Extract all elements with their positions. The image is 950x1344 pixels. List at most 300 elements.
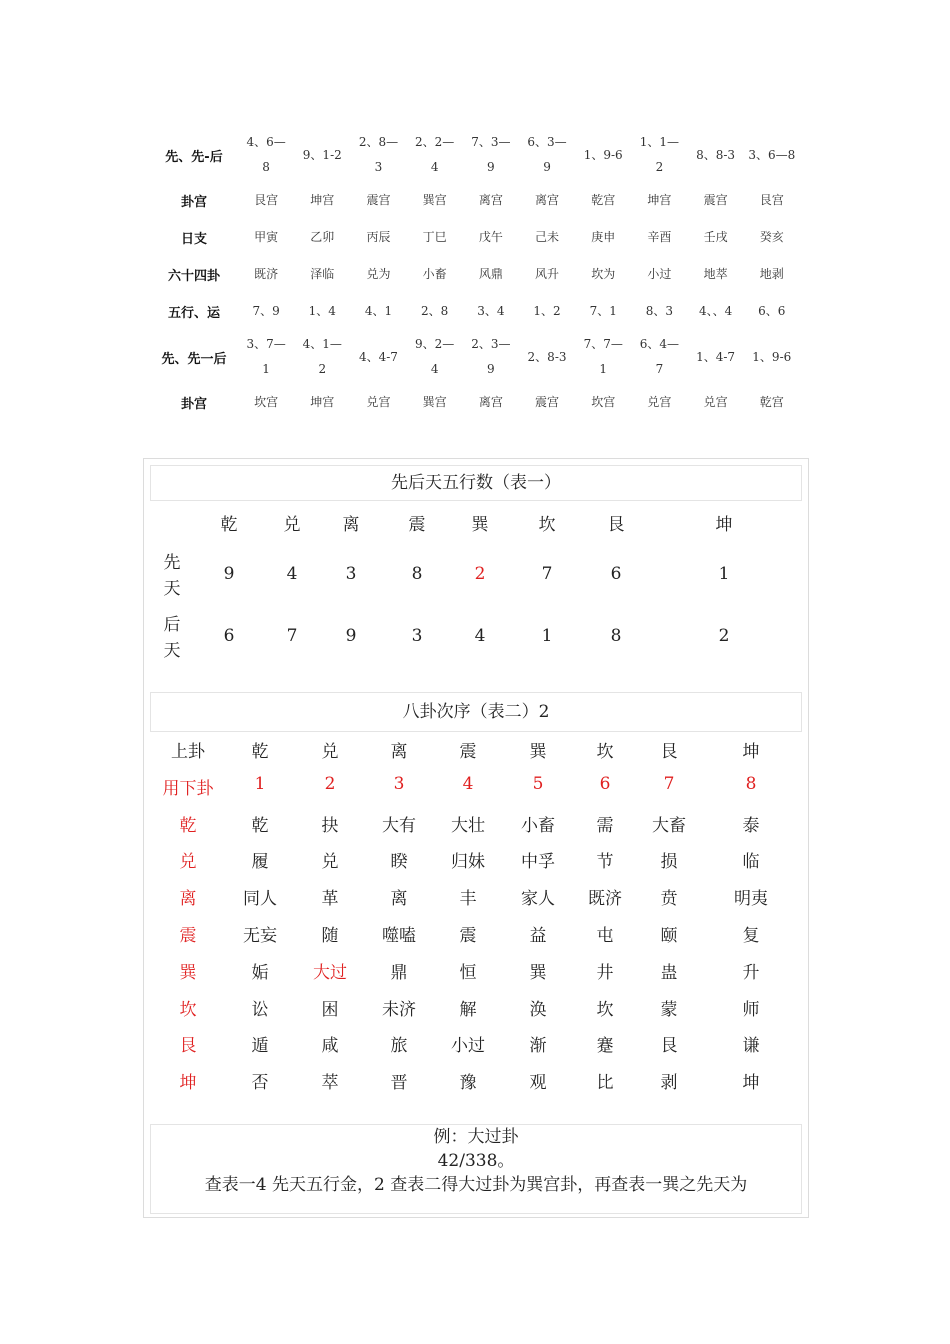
table2-header-row xyxy=(150,731,800,768)
top-table-cell xyxy=(407,262,463,287)
top-row-label: 先、先-后 xyxy=(165,149,223,165)
table2-row-label: 用下卦 xyxy=(162,778,214,799)
table2-cell: 艮 xyxy=(660,742,678,762)
top-table-cell xyxy=(294,299,350,324)
table1-header-row xyxy=(150,504,800,542)
table2-cell: 涣 xyxy=(529,999,547,1020)
cell-line: 坎为 xyxy=(591,267,616,281)
top-table-cell xyxy=(575,143,631,168)
top-table-cell xyxy=(463,225,519,250)
top-table-cell xyxy=(238,130,294,180)
cell-line: 乾宫 xyxy=(591,193,616,207)
table2-cell: 噬嗑 xyxy=(382,926,416,946)
cell-line: 震宫 xyxy=(703,193,728,207)
table1-value-cell: 4 xyxy=(286,564,298,584)
table2-cell: 无妄 xyxy=(243,926,277,946)
table2-cell: 离 xyxy=(390,742,408,762)
top-table-cell xyxy=(631,188,687,213)
table2-cell: 坤 xyxy=(742,742,760,762)
cell-line: 3、6—8 xyxy=(748,147,796,162)
top-table-cell xyxy=(407,225,463,250)
cell-line: 4 xyxy=(430,362,439,376)
top-table-cell xyxy=(688,262,744,287)
top-table-cell xyxy=(350,225,406,250)
top-table-cell xyxy=(575,299,631,324)
table1-header-cell: 震 xyxy=(408,515,426,535)
top-table-row xyxy=(150,128,800,182)
cell-line: 1、2 xyxy=(533,304,561,318)
table2-cell: 兑 xyxy=(321,742,339,762)
table2-cell: 大畜 xyxy=(652,815,686,836)
cell-line: 1 xyxy=(599,362,608,376)
table2-row-label: 艮 xyxy=(179,1036,197,1057)
cell-line: 兑宫 xyxy=(703,395,728,409)
top-table-cell xyxy=(238,262,294,287)
table2-cell: 蛊 xyxy=(660,962,678,983)
top-table-cell xyxy=(575,390,631,415)
top-table-cell xyxy=(350,345,406,370)
cell-line: 2 xyxy=(318,362,327,376)
top-table-cell xyxy=(519,299,575,324)
table1-header-cell: 艮 xyxy=(607,515,625,535)
top-table-cell xyxy=(238,299,294,324)
cell-line: 8、3 xyxy=(645,304,674,318)
table1-row-label xyxy=(158,612,186,664)
cell-line: 震宫 xyxy=(366,193,391,207)
cell-line: 风鼎 xyxy=(478,267,503,281)
table2-cell: 升 xyxy=(742,962,760,983)
top-row-label: 六十四卦 xyxy=(167,269,220,284)
table2-cell: 损 xyxy=(660,852,678,873)
cell-line: 坤宫 xyxy=(647,193,672,207)
table2-cell: 7 xyxy=(663,773,675,794)
table2-cell: 离 xyxy=(390,889,408,910)
top-table-cell xyxy=(294,390,350,415)
table2-cell: 坤 xyxy=(742,1073,760,1094)
table1 xyxy=(150,504,800,672)
cell-line: 风升 xyxy=(535,267,560,281)
cell-line: 艮宫 xyxy=(759,193,784,207)
table2-cell: 讼 xyxy=(251,999,269,1020)
top-table-cell xyxy=(407,299,463,324)
table2-cell: 谦 xyxy=(742,1036,760,1057)
table2-cell: 小畜 xyxy=(521,815,555,836)
cell-line: 1、4 xyxy=(308,304,336,318)
table1-value-cell: 2 xyxy=(474,564,486,584)
table1-header-cell: 离 xyxy=(342,515,360,535)
cell-line: 7、3— xyxy=(471,135,511,149)
cell-line: 9 xyxy=(543,160,551,174)
table2-cell: 乾 xyxy=(251,742,269,762)
table2-cell: 中孚 xyxy=(521,852,555,873)
table2-cell: 鼎 xyxy=(390,962,408,983)
row-label-char: 先 xyxy=(163,553,181,573)
top-table-cell xyxy=(407,332,463,382)
cell-line: 丁巳 xyxy=(422,230,447,244)
cell-line: 兑为 xyxy=(366,267,391,281)
cell-line: 6、4— xyxy=(639,337,680,351)
top-table-cell xyxy=(519,130,575,180)
cell-line: 小过 xyxy=(647,267,672,281)
cell-line: 壬戌 xyxy=(703,230,728,244)
top-table-cell xyxy=(294,262,350,287)
cell-line: 坎宫 xyxy=(591,395,616,409)
cell-line: 坤宫 xyxy=(310,395,335,409)
table1-value-cell: 9 xyxy=(345,626,357,646)
table2-cell: 颐 xyxy=(660,926,678,946)
table2-cell: 6 xyxy=(599,773,611,794)
top-table-cell xyxy=(744,345,800,370)
top-table-cell xyxy=(575,262,631,287)
table2-cell: 坎 xyxy=(596,999,614,1020)
table2-cell: 姤 xyxy=(251,962,269,983)
table2-cell: 剥 xyxy=(660,1073,678,1094)
top-table-cell xyxy=(350,299,406,324)
table2-cell: 既济 xyxy=(588,889,622,910)
cell-line: 泽临 xyxy=(310,267,335,281)
example-line3: 查表一4 先天五行金，2 查表二得大过卦为巽宫卦，再查表一巽之先天为 xyxy=(204,1175,748,1195)
table2-cell: 临 xyxy=(742,852,760,873)
cell-line: 1、1— xyxy=(639,135,680,149)
cell-line: 震宫 xyxy=(535,395,560,409)
table1-value-cell: 1 xyxy=(718,564,730,584)
top-table-cell xyxy=(519,188,575,213)
table2-title-box xyxy=(150,692,802,732)
cell-line: 小畜 xyxy=(422,267,447,281)
table2-cell: 睽 xyxy=(390,852,408,873)
cell-line: 4、4-7 xyxy=(358,349,398,364)
table2-cell: 履 xyxy=(251,852,269,873)
table1-title-box xyxy=(150,465,802,501)
table2-cell: 8 xyxy=(745,773,757,794)
top-table-cell xyxy=(688,390,744,415)
table2-cell: 4 xyxy=(462,773,474,794)
table1-value-cell: 8 xyxy=(610,626,622,646)
table1-row-label xyxy=(158,550,186,602)
table2-row xyxy=(150,1062,800,1099)
table2-cell: 大过 xyxy=(313,962,347,983)
top-table-cell xyxy=(688,143,744,168)
top-table-cell xyxy=(463,299,519,324)
table2-cell: 乾 xyxy=(251,815,269,836)
table2-cell: 兑 xyxy=(321,852,339,873)
top-table-cell xyxy=(688,225,744,250)
table2-cell: 萃 xyxy=(321,1073,339,1094)
cell-line: 地萃 xyxy=(703,267,728,281)
table2-cell: 震 xyxy=(459,926,477,946)
cell-line: 4、1 xyxy=(364,304,393,318)
cell-line: 4 xyxy=(430,160,439,174)
table1-value-cell: 7 xyxy=(541,564,553,584)
top-table-cell xyxy=(519,225,575,250)
table1-value-cell: 2 xyxy=(718,626,730,646)
top-table-cell xyxy=(744,262,800,287)
table1-value-cell: 1 xyxy=(541,626,553,646)
cell-line: 7、7— xyxy=(583,337,623,351)
cell-line: 2、2— xyxy=(415,135,455,149)
cell-line: 2 xyxy=(655,160,664,174)
cell-line: 2、3— xyxy=(471,337,511,351)
table1-value-cell: 3 xyxy=(345,564,357,584)
table2-cell: 2 xyxy=(324,773,336,794)
table2-row xyxy=(150,915,800,952)
cell-line: 庚申 xyxy=(591,230,616,244)
top-table-cell xyxy=(238,225,294,250)
top-table-cell xyxy=(463,188,519,213)
table1-header-cell: 兑 xyxy=(283,515,301,535)
table2-row-label: 巽 xyxy=(179,962,197,983)
table2-cell: 大壮 xyxy=(451,815,485,836)
top-table-cell xyxy=(238,188,294,213)
table2-cell: 巽 xyxy=(529,742,547,762)
top-table-cell xyxy=(519,262,575,287)
cell-line: 2、8— xyxy=(358,135,399,149)
table2-cell: 需 xyxy=(596,815,614,836)
table2-row-label: 离 xyxy=(179,889,197,910)
example-title: 例：大过卦 xyxy=(433,1127,519,1147)
row-label-char: 天 xyxy=(163,579,181,599)
row-label-char: 后 xyxy=(163,615,181,635)
table2-cell: 小过 xyxy=(451,1036,485,1057)
top-table-row xyxy=(150,293,800,330)
table2-row xyxy=(150,841,800,878)
cell-line: 癸亥 xyxy=(759,230,784,244)
top-table-cell xyxy=(631,225,687,250)
table2-cell: 1 xyxy=(254,773,266,794)
table2-cell: 否 xyxy=(251,1073,269,1094)
top-table-cell xyxy=(575,332,631,382)
top-table-cell xyxy=(294,332,350,382)
table2-cell: 归妹 xyxy=(451,852,485,873)
table2-cell: 大有 xyxy=(382,815,416,836)
top-table-cell xyxy=(463,390,519,415)
top-table-row xyxy=(150,219,800,256)
top-table-cell xyxy=(744,143,800,168)
table2-cell: 抉 xyxy=(321,815,339,836)
top-table-cell xyxy=(744,390,800,415)
table2-cell: 3 xyxy=(393,773,405,794)
example-box xyxy=(150,1124,802,1214)
table2-cell: 困 xyxy=(321,999,339,1020)
top-table-cell xyxy=(519,345,575,370)
cell-line: 戊午 xyxy=(478,230,503,244)
table2-cell: 屯 xyxy=(596,926,614,946)
cell-line: 既济 xyxy=(254,267,279,281)
table2-cell: 渐 xyxy=(529,1036,547,1057)
top-table-cell xyxy=(350,188,406,213)
table1-value-cell: 3 xyxy=(411,626,423,646)
top-table-cell xyxy=(631,299,687,324)
top-row-label: 卦宫 xyxy=(180,397,207,412)
top-table-cell xyxy=(463,262,519,287)
table1-header-cell: 坎 xyxy=(538,515,556,535)
table2-cell: 节 xyxy=(596,852,614,873)
top-table-cell xyxy=(519,390,575,415)
cell-line: 9 xyxy=(487,160,495,174)
cell-line: 3、4 xyxy=(477,304,505,318)
top-table-cell xyxy=(744,225,800,250)
table1-value-cell: 9 xyxy=(223,564,235,584)
table2-title: 八卦次序（表二）2 xyxy=(402,702,550,722)
cell-line: 2、8 xyxy=(421,304,449,318)
table2-row-label: 兑 xyxy=(179,852,197,873)
cell-line: 3、7— xyxy=(246,337,286,351)
table2-cell: 观 xyxy=(529,1073,547,1094)
top-table-cell xyxy=(575,225,631,250)
table2-cell: 复 xyxy=(742,926,760,946)
table2-cell: 5 xyxy=(532,773,544,794)
top-table-cell xyxy=(744,299,800,324)
cell-line: 丙辰 xyxy=(366,230,391,244)
table2-row-label: 乾 xyxy=(179,815,197,836)
row-label-char: 天 xyxy=(163,641,181,661)
cell-line: 巽宫 xyxy=(422,395,447,409)
cell-line: 4、6— xyxy=(246,135,286,149)
example-line2: 42/338。 xyxy=(437,1151,515,1171)
top-row-label: 先、先一后 xyxy=(161,351,227,367)
table2-cell: 贲 xyxy=(660,889,678,910)
table2-cell: 同人 xyxy=(243,889,277,910)
top-row-label: 五行、运 xyxy=(167,306,220,321)
table2-row-label: 坎 xyxy=(179,999,197,1020)
top-table-cell xyxy=(294,143,350,168)
table2-cell: 丰 xyxy=(459,889,477,910)
cell-line: 兑宫 xyxy=(366,395,391,409)
cell-line: 1、9-6 xyxy=(583,147,623,162)
table2-cell: 晋 xyxy=(390,1073,408,1094)
top-table-row xyxy=(150,330,800,384)
top-table-cell xyxy=(407,188,463,213)
top-table-cell xyxy=(688,188,744,213)
top-table-cell xyxy=(294,225,350,250)
cell-line: 1、9-6 xyxy=(752,349,792,364)
cell-line: 1 xyxy=(262,362,270,376)
table1-value-cell: 4 xyxy=(474,626,486,646)
cell-line: 离宫 xyxy=(478,193,503,207)
cell-line: 4、、4 xyxy=(698,304,733,318)
cell-line: 9、2— xyxy=(415,337,455,351)
top-table xyxy=(150,128,800,421)
cell-line: 2、8-3 xyxy=(527,349,567,364)
top-row-label: 卦宫 xyxy=(180,195,207,210)
table2-cell: 益 xyxy=(529,926,547,946)
cell-line: 8 xyxy=(262,160,270,174)
table2-number-row xyxy=(150,768,800,805)
table2-cell: 震 xyxy=(459,742,477,762)
cell-line: 9 xyxy=(487,362,495,376)
table2-cell: 未济 xyxy=(382,999,416,1020)
cell-line: 9、1-2 xyxy=(302,147,342,162)
table2-cell: 遁 xyxy=(251,1036,269,1057)
top-table-cell xyxy=(238,390,294,415)
top-table-cell xyxy=(631,332,687,382)
top-table-cell xyxy=(463,130,519,180)
table2-cell: 恒 xyxy=(459,962,477,983)
table1-title: 先后天五行数（表一） xyxy=(391,473,561,493)
top-table-cell xyxy=(350,262,406,287)
cell-line: 地剥 xyxy=(759,267,784,281)
table2-row xyxy=(150,952,800,989)
top-table-cell xyxy=(688,299,744,324)
top-table-cell xyxy=(350,390,406,415)
cell-line: 乙卯 xyxy=(310,230,335,244)
table2-row xyxy=(150,989,800,1026)
top-table-cell xyxy=(238,332,294,382)
table2-row-label: 坤 xyxy=(179,1073,197,1094)
top-table-cell xyxy=(575,188,631,213)
top-table-cell xyxy=(407,130,463,180)
cell-line: 7、1 xyxy=(589,304,617,318)
table2-row xyxy=(150,805,800,842)
cell-line: 4、1— xyxy=(302,337,342,351)
top-table-cell xyxy=(631,262,687,287)
table2-cell: 明夷 xyxy=(734,889,768,910)
top-table-cell xyxy=(407,390,463,415)
top-table-row xyxy=(150,256,800,293)
table2-cell: 坎 xyxy=(596,742,614,762)
table2-cell: 旅 xyxy=(390,1036,408,1057)
cell-line: 己未 xyxy=(535,230,560,244)
cell-line: 6、3— xyxy=(527,135,567,149)
top-table-row xyxy=(150,384,800,421)
table1-value-cell: 7 xyxy=(286,626,298,646)
cell-line: 1、4-7 xyxy=(696,349,736,364)
table2-cell: 比 xyxy=(596,1073,614,1094)
table2-cell: 蹇 xyxy=(596,1036,614,1057)
cell-line: 坎宫 xyxy=(254,395,279,409)
table2-cell: 师 xyxy=(742,999,760,1020)
table1-header-cell: 巽 xyxy=(471,515,489,535)
top-table-row xyxy=(150,182,800,219)
table1-header-cell: 坤 xyxy=(715,515,733,535)
top-table-cell xyxy=(631,130,687,180)
top-table-cell xyxy=(463,332,519,382)
table2-row-label: 上卦 xyxy=(171,742,205,762)
table1-value-cell: 8 xyxy=(411,564,423,584)
table2-cell: 蒙 xyxy=(660,999,678,1020)
top-table-cell xyxy=(688,345,744,370)
cell-line: 7、9 xyxy=(252,304,280,318)
table2-cell: 随 xyxy=(321,926,339,946)
table2-cell: 艮 xyxy=(660,1036,678,1057)
table2-cell: 井 xyxy=(596,962,614,983)
table1-value-cell: 6 xyxy=(223,626,235,646)
top-table-cell xyxy=(744,188,800,213)
table2-cell: 巽 xyxy=(529,962,547,983)
top-table-cell xyxy=(350,130,406,180)
cell-line: 辛酉 xyxy=(647,230,672,244)
cell-line: 坤宫 xyxy=(310,193,335,207)
table2-cell: 泰 xyxy=(742,815,760,836)
top-table-cell xyxy=(631,390,687,415)
table2-row-label: 震 xyxy=(179,926,197,946)
table2-cell: 革 xyxy=(321,889,339,910)
cell-line: 巽宫 xyxy=(422,193,447,207)
table2-row xyxy=(150,1025,800,1062)
cell-line: 甲寅 xyxy=(254,230,279,244)
table1-header-cell: 乾 xyxy=(220,515,238,535)
table2-row xyxy=(150,878,800,915)
cell-line: 8、8-3 xyxy=(696,147,736,162)
table2-cell: 家人 xyxy=(521,889,555,910)
table1-value-cell: 6 xyxy=(610,564,622,584)
cell-line: 离宫 xyxy=(478,395,503,409)
cell-line: 3 xyxy=(374,160,383,174)
table2-cell: 豫 xyxy=(459,1073,477,1094)
cell-line: 兑宫 xyxy=(647,395,672,409)
top-row-label: 日支 xyxy=(180,232,207,247)
cell-line: 艮宫 xyxy=(254,193,279,207)
